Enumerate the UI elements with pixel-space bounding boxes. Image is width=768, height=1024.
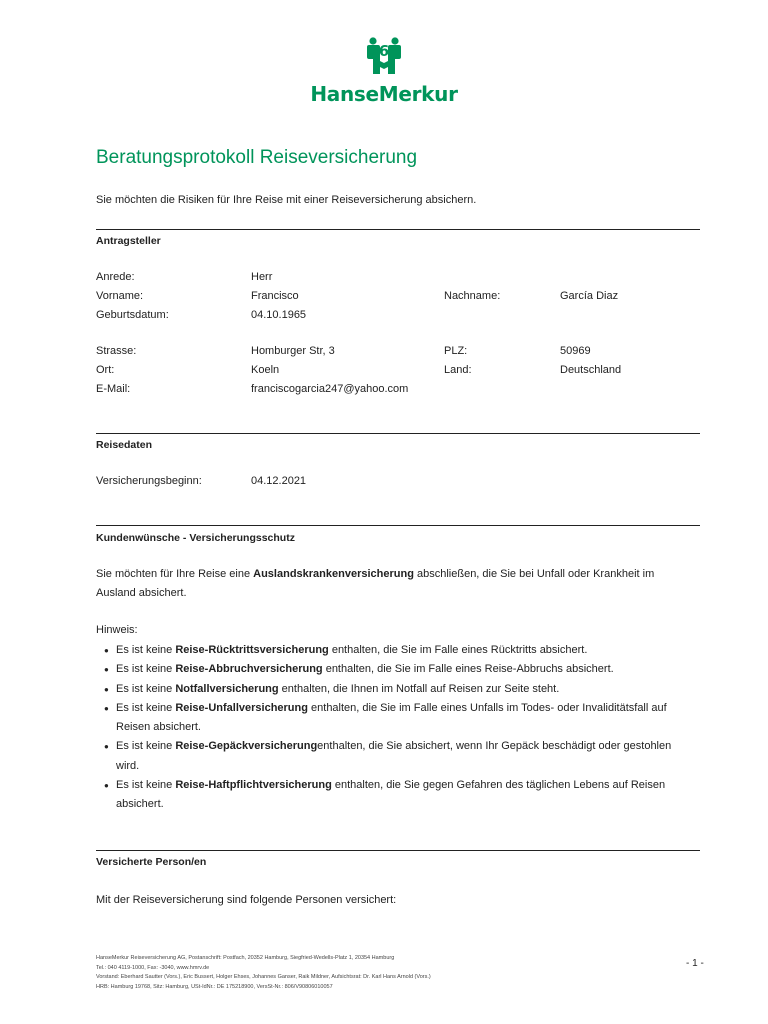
section-divider: [96, 229, 700, 230]
list-item: [104, 776, 694, 815]
page-number: - 1 -: [686, 958, 704, 969]
hansemerkur-logo-icon: [364, 36, 404, 76]
list-item-text: enthalten, die Sie im Falle eines Unfalls im Todes- oder Invaliditätsfall auf Reisen absichert.: [116, 701, 667, 734]
list-item-text: Es ist keine: [116, 740, 176, 753]
section-title-wishes: Kundenwünsche - Versicherungsschutz: [96, 532, 295, 544]
lastname-label: Nachname:: [444, 290, 501, 302]
coverage-paragraph: [96, 565, 696, 603]
list-item: [104, 699, 694, 738]
section-divider: [96, 433, 700, 434]
list-item-product: Reise-Rücktrittsversicherung: [175, 644, 329, 656]
salutation-label: Anrede:: [96, 271, 135, 283]
svg-text:6: 6: [378, 42, 390, 60]
firstname-value: Francisco: [251, 290, 299, 302]
footer-line: HRB: Hamburg 19768, Sitz: Hamburg, USt-IdNr.: DE 175218900, VersSt-Nr.: 806/V90806010057: [96, 983, 333, 990]
insurance-start-value: 04.12.2021: [251, 475, 307, 487]
list-item-text: enthalten, die Sie im Falle eines Reise-Abbruchs absichert.: [322, 663, 614, 676]
brand-logo: [0, 36, 768, 106]
zip-label: PLZ:: [444, 345, 468, 357]
coverage-text-pre: Sie möchten für Ihre Reise eine: [96, 568, 254, 580]
list-item: [104, 737, 694, 776]
list-item-product: Reise-Abbruchversicherung: [175, 663, 323, 676]
birthdate-label: Geburtsdatum:: [96, 309, 169, 321]
footer-line: Tel.: 040 4119-1000, Fax: -3040, www.hmrv.de: [96, 964, 210, 971]
list-item-text: Es ist keine: [116, 701, 176, 714]
list-item-text: Es ist keine: [116, 682, 176, 695]
list-item-product: Reise-Unfallversicherung: [175, 701, 308, 714]
list-item-text: Es ist keine: [116, 779, 176, 792]
list-item: [104, 680, 694, 699]
list-item-product: Reise-Haftpflichtversicherung: [175, 779, 332, 792]
footer-legal: [96, 954, 431, 992]
insured-persons-text: Mit der Reiseversicherung sind folgende Personen versichert:: [96, 894, 397, 906]
section-title-insured: Versicherte Person/en: [96, 856, 207, 868]
salutation-value: Herr: [251, 271, 273, 283]
email-label: E-Mail:: [96, 383, 131, 395]
street-value: Homburger Str, 3: [251, 345, 335, 357]
brand-name: HanseMerkur: [310, 82, 458, 106]
coverage-product-name: Auslandskrankenversicherung: [253, 568, 414, 580]
city-value: Koeln: [251, 364, 280, 376]
section-divider: [96, 850, 700, 851]
list-item-text: enthalten, die Ihnen im Notfall auf Reisen zur Seite steht.: [278, 682, 560, 695]
list-item-text: enthalten, die Sie absichert, wenn Ihr Gepäck beschädigt oder gestohlen wird.: [116, 740, 672, 772]
list-item-product: Reise-Gepäckversicherung: [175, 740, 318, 753]
zip-value: 50969: [560, 345, 591, 357]
footer-line: Vorstand: Eberhard Sautter (Vors.), Eric Bussert, Holger Ehses, Johannes Ganser, Raik Mildner, Aufsichtsrat: Dr. Karl Hans Arnold (Vors.): [96, 974, 431, 980]
exclusion-list: [104, 641, 694, 815]
email-value: franciscogarcia247@yahoo.com: [251, 383, 409, 395]
birthdate-value: 04.10.1965: [251, 309, 307, 321]
street-label: Strasse:: [96, 345, 137, 357]
lastname-value: García Diaz: [560, 290, 619, 302]
intro-text: Sie möchten die Risiken für Ihre Reise mit einer Reiseversicherung absichern.: [96, 194, 477, 206]
list-item-text: Es ist keine: [116, 663, 176, 676]
insurance-start-label: Versicherungsbeginn:: [96, 475, 202, 487]
country-value: Deutschland: [560, 364, 622, 376]
page-title: Beratungsprotokoll Reiseversicherung: [96, 147, 418, 168]
footer-line: HanseMerkur Reiseversicherung AG, Postanschrift: Postfach, 20352 Hamburg, Siegfried-Wedells-Platz 1, 20354 Hamburg: [96, 955, 395, 961]
list-item-text: Es ist keine: [116, 644, 176, 656]
firstname-label: Vorname:: [96, 290, 144, 302]
city-label: Ort:: [96, 364, 115, 376]
country-label: Land:: [444, 364, 472, 376]
list-item-text: enthalten, die Sie gegen Gefahren des täglichen Lebens auf Reisen absichert.: [116, 779, 666, 811]
section-title-travel: Reisedaten: [96, 439, 153, 451]
list-item: [104, 641, 694, 660]
list-item: [104, 660, 694, 679]
section-title-applicant: Antragsteller: [96, 235, 161, 247]
coverage-text-post: abschließen, die Sie bei Unfall oder Krankheit im Ausland absichert.: [96, 568, 655, 599]
list-item-product: Notfallversicherung: [175, 682, 279, 695]
hint-label: Hinweis:: [96, 624, 138, 636]
section-divider: [96, 525, 700, 526]
list-item-text: enthalten, die Sie im Falle eines Rücktritts absichert.: [328, 644, 588, 656]
